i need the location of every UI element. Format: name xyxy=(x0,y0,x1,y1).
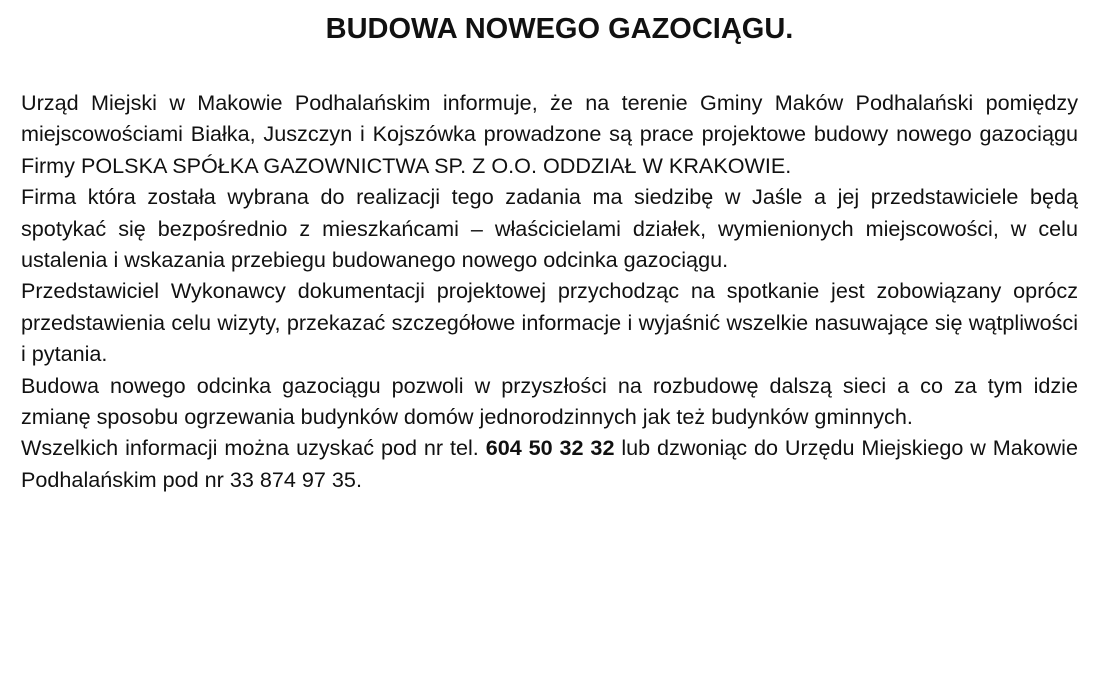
document-title: BUDOWA NOWEGO GAZOCIĄGU. xyxy=(325,13,794,45)
contact-phone-number: 604 50 32 32 xyxy=(485,435,615,461)
contact-text-before: Wszelkich informacji można uzyskać pod nr tel. xyxy=(21,435,486,461)
paragraph-representative: Przedstawiciel Wykonawcy dokumentacji projektowej przychodząc na spotkanie jest zobowiązany oprócz przedstawienia celu wizyty, przekazać szczegółowe informacje i wyjaśnić wszelkie nasuwające się wątpliwości i pytania. xyxy=(21,278,1078,367)
paragraph-contact xyxy=(21,432,1078,495)
document-body xyxy=(21,87,1078,495)
contact-text-after: lub dzwoniąc do Urzędu Miejskiego w Makowie Podhalańskim pod nr 33 874 97 35. xyxy=(21,435,1078,492)
paragraph-contractor: Firma która została wybrana do realizacji tego zadania ma siedzibę w Jaśle a jej przedstawiciele będą spotykać się bezpośrednio z mieszkańcami – właścicielami działek, wymienionych miejscowości, w celu ustalenia i wskazania przebiegu budowanego nowego odcinka gazociągu. xyxy=(21,184,1078,273)
paragraph-announcement: Urząd Miejski w Makowie Podhalańskim informuje, że na terenie Gminy Maków Podhalański pomiędzy miejscowościami Białka, Juszczyn i Kojszówka prowadzone są prace projektowe budowy nowego gazociągu Firmy POLSKA SPÓŁKA GAZOWNICTWA SP. Z O.O. ODDZIAŁ W KRAKOWIE. xyxy=(21,90,1078,178)
paragraph-benefits: Budowa nowego odcinka gazociągu pozwoli w przyszłości na rozbudowę dalszą sieci a co za tym idzie zmianę sposobu ogrzewania budynków domów jednorodzinnych jak też budynków gminnych. xyxy=(21,372,1078,430)
